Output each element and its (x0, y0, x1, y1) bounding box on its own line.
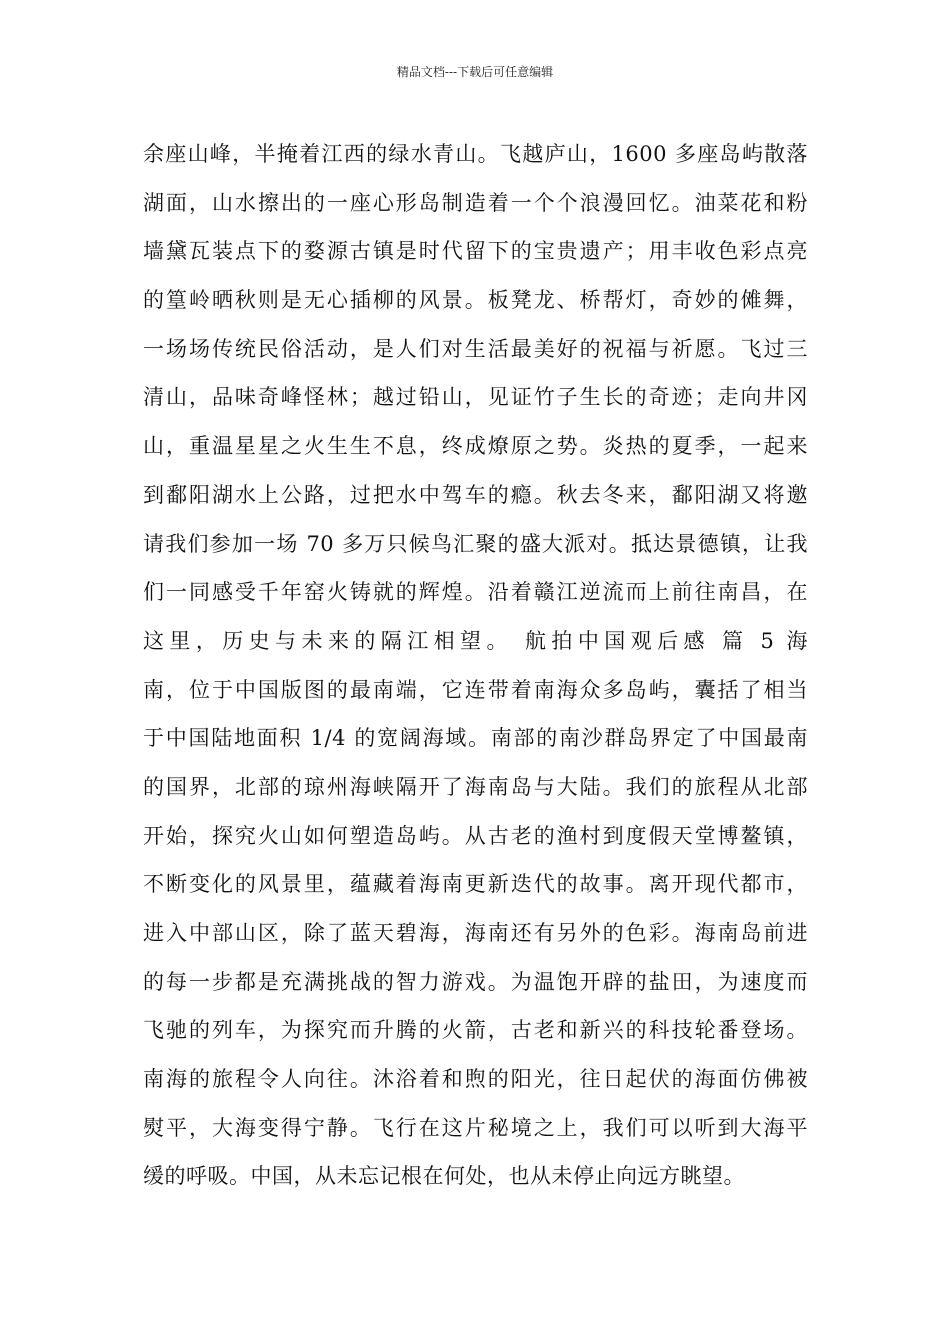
text-line: 湖面，山水擦出的一座心形岛制造着一个个浪漫回忆。油菜花和粉 (143, 190, 808, 215)
text-line: 飞驰的列车，为探究而升腾的火箭，古老和新兴的科技轮番登场。 (143, 1018, 808, 1043)
text-line: 们一同感受千年窑火铸就的辉煌。沿着赣江逆流而上前往南昌，在 (143, 580, 808, 605)
text-line: 山，重温星星之火生生不息，终成燎原之势。炎热的夏季，一起来 (143, 434, 808, 459)
text-line: 熨平，大海变得宁静。飞行在这片秘境之上，我们可以听到大海平 (143, 1115, 808, 1140)
text-line: 一场场传统民俗活动，是人们对生活最美好的祝福与祈愿。飞过三 (143, 336, 808, 361)
text-line: 这里，历史与未来的隔江相望。 航拍中国观后感 篇 5 海 (143, 628, 808, 653)
text-line: 的篁岭晒秋则是无心插柳的风景。板凳龙、桥帮灯，奇妙的傩舞， (143, 288, 808, 313)
document-body (143, 130, 808, 1201)
text-line: 到鄱阳湖水上公路，过把水中驾车的瘾。秋去冬来，鄱阳湖又将邀 (143, 482, 808, 507)
text-line: 的国界，北部的琼州海峡隔开了海南岛与大陆。我们的旅程从北部 (143, 774, 808, 799)
page-header: 精品文档---下载后可任意编辑 (396, 65, 554, 79)
text-line: 缓的呼吸。中国，从未忘记根在何处，也从未停止向远方眺望。 (143, 1164, 745, 1189)
text-line: 不断变化的风景里，蕴藏着海南更新迭代的故事。离开现代都市， (143, 872, 808, 897)
text-line: 于中国陆地面积 1/4 的宽阔海域。南部的南沙群岛界定了中国最南 (143, 726, 808, 751)
text-line: 的每一步都是充满挑战的智力游戏。为温饱开辟的盐田，为速度而 (143, 969, 808, 994)
text-line: 南海的旅程令人向往。沐浴着和煦的阳光，往日起伏的海面仿佛被 (143, 1067, 808, 1092)
text-line: 墙黛瓦装点下的婺源古镇是时代留下的宝贵遗产；用丰收色彩点亮 (143, 239, 808, 264)
text-line: 南，位于中国版图的最南端，它连带着南海众多岛屿，囊括了相当 (143, 677, 808, 702)
text-line: 进入中部山区，除了蓝天碧海，海南还有另外的色彩。海南岛前进 (143, 921, 808, 945)
text-line: 开始，探究火山如何塑造岛屿。从古老的渔村到度假天堂博鳌镇， (143, 823, 808, 848)
text-line: 余座山峰，半掩着江西的绿水青山。飞越庐山，1600 多座岛屿散落 (143, 142, 808, 166)
text-line: 清山，品味奇峰怪林；越过铅山，见证竹子生长的奇迹；走向井冈 (143, 385, 808, 410)
text-line: 请我们参加一场 70 多万只候鸟汇聚的盛大派对。抵达景德镇，让我 (143, 531, 808, 556)
